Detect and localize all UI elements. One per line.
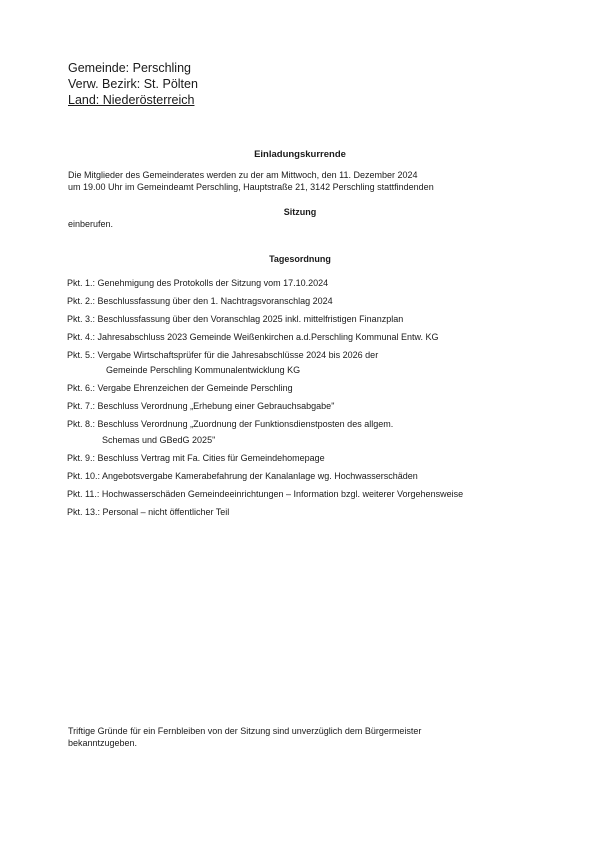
agenda-item-number: Pkt. 1.: — [67, 278, 96, 288]
agenda-item-text: Beschlussfassung über den 1. Nachtragsvoranschlag 2024 — [97, 296, 333, 306]
header-bezirk: Verw. Bezirk: St. Pölten — [68, 77, 198, 91]
intro-line-2: um 19.00 Uhr im Gemeindeamt Perschling, Hauptstraße 21, 3142 Perschling stattfindenden — [68, 182, 434, 192]
agenda-item-number: Pkt. 10.: — [67, 471, 101, 481]
agenda-item-number: Pkt. 13.: — [67, 507, 101, 517]
header-land: Land: Niederösterreich — [68, 93, 195, 107]
agenda-item-text: Hochwasserschäden Gemeindeeinrichtungen – Information bzgl. weiterer Vorgehensweise — [101, 489, 464, 499]
agenda-item-text: Jahresabschluss 2023 Gemeinde Weißenkirchen a.d.Perschling Kommunal Entw. KG — [97, 332, 439, 342]
agenda-item-number: Pkt. 6.: — [67, 383, 96, 393]
header-gemeinde: Gemeinde: Perschling — [68, 61, 191, 75]
agenda-item-text: Vergabe Wirtschaftsprüfer für die Jahresabschlüsse 2024 bis 2026 der — [97, 350, 379, 360]
agenda-item-2 — [67, 296, 333, 306]
agenda-item-text: Beschlussfassung über den Voranschlag 2025 inkl. mittelfristigen Finanzplan — [97, 314, 404, 324]
agenda-item-8-continuation: Schemas und GBedG 2025" — [102, 435, 216, 445]
agenda-item-text: Beschluss Verordnung „Zuordnung der Funktionsdienstposten des allgem. — [97, 419, 394, 429]
session-heading: Sitzung — [283, 207, 317, 217]
agenda-heading: Tagesordnung — [269, 254, 331, 264]
agenda-item-6 — [67, 383, 293, 393]
agenda-item-4 — [67, 332, 439, 342]
einberufen-text: einberufen. — [68, 219, 114, 229]
agenda-item-text: Personal – nicht öffentlicher Teil — [102, 507, 230, 517]
intro-line-1: Die Mitglieder des Gemeinderates werden zu der am Mittwoch, den 11. Dezember 2024 — [68, 170, 418, 180]
agenda-item-number: Pkt. 4.: — [67, 332, 96, 342]
agenda-item-8 — [67, 419, 393, 429]
agenda-item-number: Pkt. 2.: — [67, 296, 96, 306]
agenda-item-text: Beschluss Vertrag mit Fa. Cities für Gemeindehomepage — [97, 453, 325, 463]
agenda-item-1 — [67, 278, 328, 288]
agenda-item-number: Pkt. 11.: — [67, 489, 100, 499]
agenda-item-5-continuation: Gemeinde Perschling Kommunalentwicklung KG — [106, 365, 301, 375]
agenda-item-3 — [67, 314, 403, 324]
agenda-item-number: Pkt. 5.: — [67, 350, 96, 360]
footer-line-2: bekanntzugeben. — [68, 738, 138, 748]
agenda-item-11 — [67, 489, 463, 499]
agenda-item-9 — [67, 453, 325, 463]
footer-line-1: Triftige Gründe für ein Fernbleiben von der Sitzung sind unverzüglich dem Bürgermeister — [68, 726, 422, 736]
agenda-item-13 — [67, 507, 229, 517]
agenda-item-number: Pkt. 9.: — [67, 453, 96, 463]
agenda-item-text: Genehmigung des Protokolls der Sitzung vom 17.10.2024 — [97, 278, 329, 288]
agenda-item-5 — [67, 350, 378, 360]
agenda-item-number: Pkt. 8.: — [67, 419, 96, 429]
agenda-item-number: Pkt. 7.: — [67, 401, 96, 411]
agenda-item-number: Pkt. 3.: — [67, 314, 96, 324]
agenda-item-7 — [67, 401, 334, 411]
agenda-item-text: Vergabe Ehrenzeichen der Gemeinde Perschling — [97, 383, 293, 393]
agenda-item-10 — [67, 471, 418, 481]
document-title: Einladungskurrende — [254, 149, 346, 160]
agenda-item-text: Angebotsvergabe Kamerabefahrung der Kanalanlage wg. Hochwasserschäden — [102, 471, 418, 481]
agenda-item-text: Beschluss Verordnung „Erhebung einer Gebrauchsabgabe" — [97, 401, 335, 411]
